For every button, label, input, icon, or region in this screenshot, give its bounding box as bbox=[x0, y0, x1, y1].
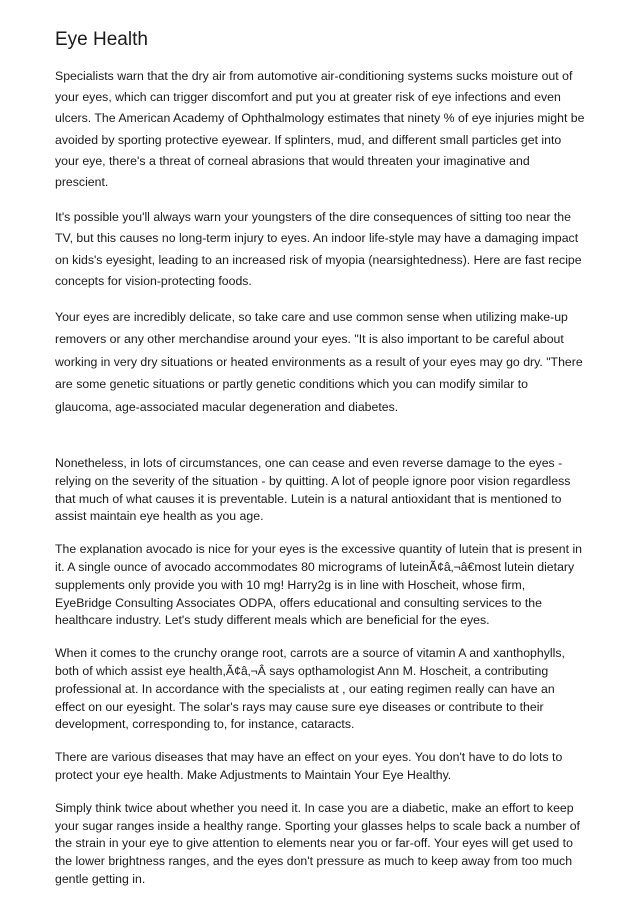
document-page bbox=[55, 27, 585, 889]
paragraph-car-air-conditioning: Specialists warn that the dry air from automotive air-conditioning systems sucks moisture out of your eyes, which can trigger discomfort and put you at greater risk of eye infections and even ulcers. The American Academy of Ophthalmology estimates that ninety % of eye injuries might be avoided by sporting protective eyewear. If splinters, mud, and different small particles get into your eye, there's a threat of corneal abrasions that would threaten your imaginative and prescient. bbox=[55, 69, 585, 190]
paragraph-quitting-lutein: Nonetheless, in lots of circumstances, one can cease and even reverse damage to the eyes - relying on the severity of the situation - by quitting. A lot of people ignore poor vision regardless that much of what causes it is preventable. Lutein is a natural antioxidant that is mentioned to assist maintain eye health as you age. bbox=[55, 456, 571, 524]
paragraph-avocado: The explanation avocado is nice for your eyes is the excessive quantity of lutein that is present in it. A single ounce of avocado accommodates 80 micrograms of luteinÃ¢â‚¬â€most lutein dietary supplements only provide you with 10 mg! Harry2g is in line with Hoscheit, whose firm, EyeBridge Consulting Associates ODPA, offers educational and consulting services to the healthcare industry. Let's study different meals which are beneficial for the eyes. bbox=[55, 542, 583, 628]
paragraph-carrots: When it comes to the crunchy orange root, carrots are a source of vitamin A and xanthophylls, both of which assist eye health,Ã¢â‚¬Â says opthamologist Ann M. Hoscheit, a contributing professional at. In accordance with the specialists at , our eating regimen really can have an effect on our eyesight. The solar's rays may cause sure eye diseases or contribute to their development, corresponding to, for instance, cataracts. bbox=[55, 646, 565, 732]
paragraph-diabetic-glasses: Simply think twice about whether you need it. In case you are a diabetic, make an effort to keep your sugar ranges inside a healthy range. Sporting your glasses helps to scale back a number of the strain in your eye to give attention to elements near you or far-off. Your eyes will get used to the lower brightness ranges, and the eyes don't pressure as much to keep away from too much gentle getting in. bbox=[55, 800, 580, 886]
paragraph-tv-myopia: It's possible you'll always warn your youngsters of the dire consequences of sitting too near the TV, but this causes no long-term injury to eyes. An indoor life-style may have a damaging impact on kids's eyesight, leading to an increased risk of myopia (nearsightedness). Here are fast recipe concepts for vision-protecting foods. bbox=[55, 210, 582, 288]
paragraph-makeup-removers: Your eyes are incredibly delicate, so take care and use common sense when utilizing make-up removers or any other merchandise around your eyes. "It is also important to be careful about working in very dry situations or heated environments as a result of your eyes may go dry. "There are some genetic situations or partly genetic conditions which you can modify similar to glaucoma, age-associated macular degeneration and diabetes. bbox=[55, 310, 583, 414]
page-title: Eye Health bbox=[55, 29, 148, 50]
paragraph-eye-diseases: There are various diseases that may have an effect on your eyes. You don't have to do lots to protect your eye health. Make Adjustments to Maintain Your Eye Healthy. bbox=[55, 750, 563, 783]
